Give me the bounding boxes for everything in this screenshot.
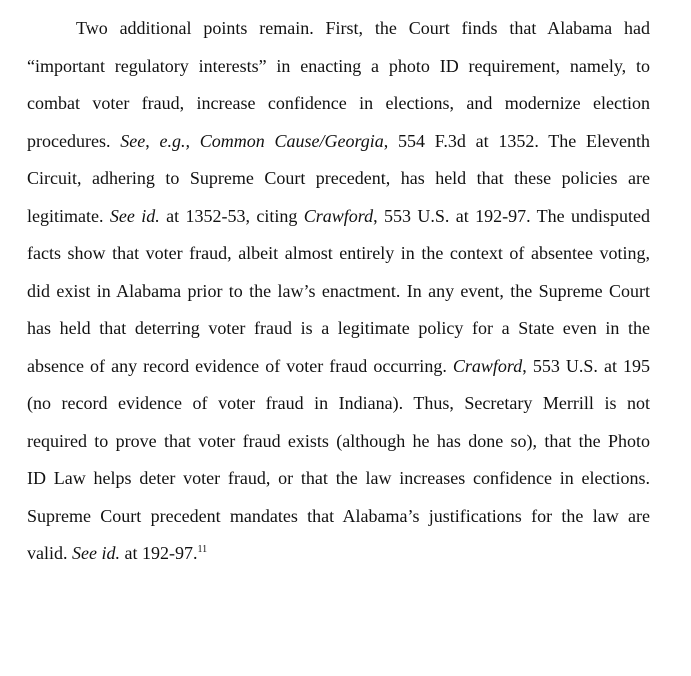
text-run: required to prove that voter fraud exists (although he has done so), that the Photo	[27, 430, 650, 451]
text-run: Supreme Court precedent mandates that Alabama’s justifications for the law are	[27, 505, 650, 526]
text-line	[27, 235, 650, 273]
text-run: has held that deterring voter fraud is a legitimate policy for a State even in the	[27, 318, 650, 338]
text-run: absence of any record evidence of voter fraud occurring.	[27, 355, 453, 376]
text-run: (no record evidence of voter fraud in Indiana). Thus, Secretary Merrill is not	[27, 393, 650, 413]
text-line	[27, 460, 650, 498]
text-run: legitimate.	[27, 205, 110, 226]
italic-citation: Crawford	[452, 355, 523, 376]
italic-citation: See id.	[109, 205, 160, 226]
text-run	[190, 131, 200, 151]
text-run: ID Law helps deter voter fraud, or that the law increases confidence in elections.	[27, 468, 650, 488]
text-run: valid.	[27, 543, 72, 563]
footnote-marker: 11	[197, 544, 208, 555]
text-line	[27, 10, 650, 48]
text-line	[27, 273, 650, 311]
text-run: ,	[145, 130, 160, 151]
italic-citation: e.g.,	[159, 130, 190, 151]
text-run: at 1352-53, citing	[159, 205, 304, 226]
text-line	[27, 385, 650, 423]
text-run: Circuit, adhering to Supreme Court precedent, has held that these policies are	[27, 168, 650, 188]
italic-citation: Common Cause/Georgia	[199, 130, 384, 151]
text-run: , 553 U.S. at 195	[522, 355, 651, 376]
text-line	[27, 48, 650, 86]
text-line	[27, 310, 650, 348]
body-paragraph	[27, 10, 650, 573]
text-run: , 553 U.S. at 192-97. The undisputed	[373, 205, 650, 226]
text-line	[27, 160, 650, 198]
italic-citation: Crawford	[303, 205, 374, 226]
text-run: “important regulatory interests” in enacting a photo ID requirement, namely, to	[27, 55, 650, 76]
text-run: , 554 F.3d at 1352. The Eleventh	[383, 130, 650, 151]
italic-citation: See	[120, 130, 146, 151]
text-run: at 192-97.	[119, 543, 198, 563]
text-run: did exist in Alabama prior to the law’s enactment. In any event, the Supreme Court	[27, 280, 650, 301]
text-run: procedures.	[27, 130, 121, 151]
italic-citation: See id.	[72, 543, 120, 563]
text-run: Two additional points remain. First, the Court finds that Alabama had	[76, 18, 650, 38]
text-line	[27, 498, 650, 536]
text-line	[27, 535, 650, 573]
text-line	[27, 423, 650, 461]
text-line	[27, 348, 650, 386]
text-run: combat voter fraud, increase confidence in elections, and modernize election	[27, 93, 650, 113]
text-run: facts show that voter fraud, albeit almost entirely in the context of absentee voting,	[27, 243, 650, 263]
text-line	[27, 198, 650, 236]
text-line	[27, 85, 650, 123]
text-line	[27, 123, 650, 161]
